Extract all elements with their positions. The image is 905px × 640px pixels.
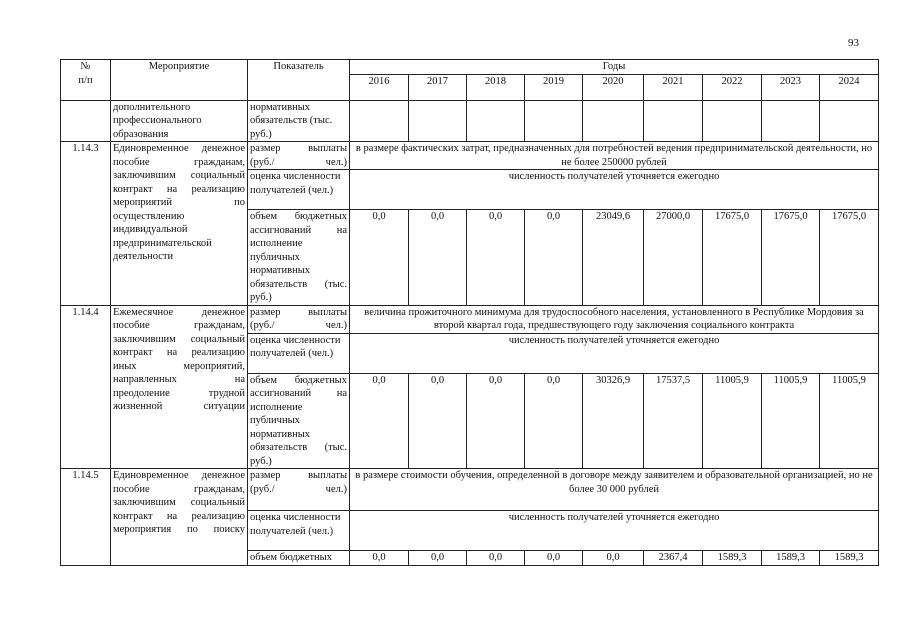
header-indicator: Показатель (248, 60, 350, 101)
value-cell: 11005,9 (820, 373, 879, 469)
table-row (61, 469, 879, 511)
event-cell: Ежемесячное денежное пособие гражданам, заключившим социальный контракт на реализацию иных мероприятий, направленных на преодоление трудной жизненной ситуации (111, 305, 248, 469)
indicator-cell: объем бюджетных ассигнований на исполнение публичных нормативных обязательств (тыс. руб.) (248, 210, 350, 306)
year-header: 2021 (644, 74, 703, 100)
year-header: 2020 (583, 74, 644, 100)
value-cell: 0,0 (350, 551, 409, 566)
year-header: 2018 (467, 74, 525, 100)
row-number: 1.14.3 (61, 142, 111, 306)
merged-text-cell: численность получателей уточняется ежегодно (350, 170, 879, 210)
value-cell: 23049,6 (583, 210, 644, 306)
value-cell: 0,0 (525, 551, 583, 566)
merged-text-cell: в размере фактических затрат, предназначенных для потребностей ведения предпринимательской деятельности, но не более 250000 рублей (350, 142, 879, 170)
event-cell: Единовременное денежное пособие гражданам, заключившим социальный контракт на реализацию мероприятия по поиску (111, 469, 248, 566)
value-cell: 0,0 (467, 373, 525, 469)
value-cell: 0,0 (409, 551, 467, 566)
year-header: 2017 (409, 74, 467, 100)
num-cell (61, 100, 111, 142)
year-header: 2016 (350, 74, 409, 100)
value-cell: 0,0 (583, 551, 644, 566)
value-cell: 0,0 (525, 373, 583, 469)
value-cell: 0,0 (467, 210, 525, 306)
value-cell: 30326,9 (583, 373, 644, 469)
table-row (61, 142, 879, 170)
row-number: 1.14.5 (61, 469, 111, 566)
indicator-cell: оценка численности получателей (чел.) (248, 170, 350, 210)
value-cell: 1589,3 (703, 551, 762, 566)
merged-text-cell: в размере стоимости обучения, определенной в договоре между заявителем и образовательной организацией, но не более 30 000 рублей (350, 469, 879, 511)
event-cell: Единовременное денежное пособие гражданам, заключившим социальный контракт на реализацию мероприятий по осуществлению индивидуальной предпринимательской деятельности (111, 142, 248, 306)
header-num: № п/п (61, 60, 111, 101)
indicator-cell: оценка численности получателей (чел.) (248, 333, 350, 373)
year-header: 2022 (703, 74, 762, 100)
value-cell: 2367,4 (644, 551, 703, 566)
indicator-cell: объем бюджетных (248, 551, 350, 566)
value-cell: 17537,5 (644, 373, 703, 469)
header-years: Годы (350, 60, 879, 75)
merged-text-cell: численность получателей уточняется ежегодно (350, 333, 879, 373)
value-cell: 0,0 (409, 210, 467, 306)
indicator-cell: объем бюджетных ассигнований на исполнение публичных нормативных обязательств (тыс. руб.) (248, 373, 350, 469)
value-cell: 1589,3 (820, 551, 879, 566)
table-row (61, 305, 879, 333)
page-number: 93 (848, 37, 859, 49)
row-number: 1.14.4 (61, 305, 111, 469)
value-cell: 0,0 (525, 210, 583, 306)
year-header: 2019 (525, 74, 583, 100)
value-cell: 0,0 (350, 373, 409, 469)
indicator-cell: размер выплаты (руб./ чел.) (248, 305, 350, 333)
table-row (61, 100, 879, 142)
budget-table (60, 59, 879, 566)
value-cell: 17675,0 (703, 210, 762, 306)
value-cell: 0,0 (409, 373, 467, 469)
value-cell: 0,0 (467, 551, 525, 566)
value-cell: 27000,0 (644, 210, 703, 306)
merged-text-cell: численность получателей уточняется ежегодно (350, 511, 879, 551)
value-cell: 0,0 (350, 210, 409, 306)
indicator-cell: нормативных обязательств (тыс. руб.) (248, 100, 350, 142)
value-cell: 11005,9 (762, 373, 820, 469)
value-cell: 17675,0 (820, 210, 879, 306)
header-event: Мероприятие (111, 60, 248, 101)
value-cell: 17675,0 (762, 210, 820, 306)
merged-text-cell: величина прожиточного минимума для трудоспособного населения, установленного в Республике Мордовия за второй квартал года, предшествующего году заключения социального контракта (350, 305, 879, 333)
value-cell: 1589,3 (762, 551, 820, 566)
value-cell: 11005,9 (703, 373, 762, 469)
year-header: 2023 (762, 74, 820, 100)
year-header: 2024 (820, 74, 879, 100)
indicator-cell: размер выплаты (руб./ чел.) (248, 469, 350, 511)
event-cell: дополнительного профессионального образования (111, 100, 248, 142)
indicator-cell: размер выплаты (руб./ чел.) (248, 142, 350, 170)
indicator-cell: оценка численности получателей (чел.) (248, 511, 350, 551)
